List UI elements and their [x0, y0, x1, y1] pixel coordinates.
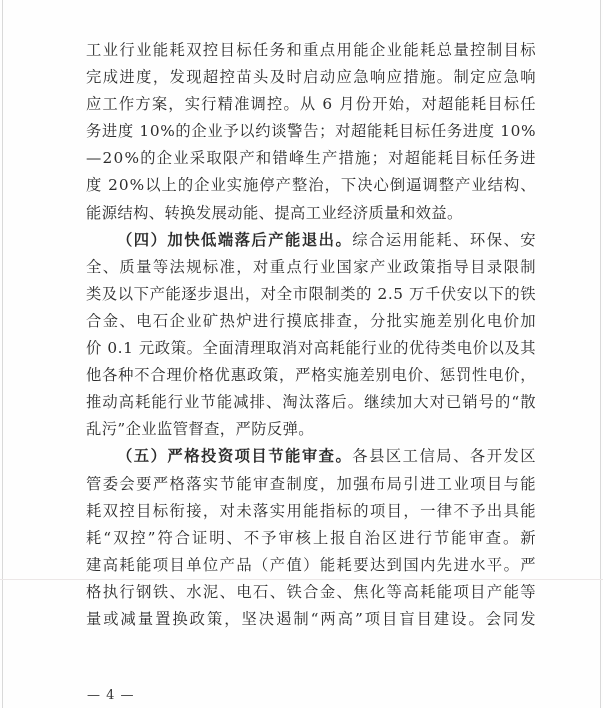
body-line — [86, 525, 536, 552]
page-number: — 4 — — [87, 688, 135, 703]
body-line — [86, 498, 536, 525]
line-text: 他各种不合理价格优惠政策，严格实施差别电价、惩罚性电价， — [86, 366, 537, 385]
line-text: 度 20%以上的企业实施停产整治，下决心倒逼调整产业结构、 — [86, 176, 537, 195]
body-line — [86, 471, 536, 498]
line-text: 建高耗能项目单位产品（产值）能耗要达到国内先进水平。严 — [86, 555, 537, 574]
line-text: 推动高耗能行业节能减排、淘汰落后。继续加大对已销号的“散 — [86, 393, 537, 412]
page-left-edge — [2, 0, 3, 708]
body-line — [86, 145, 536, 172]
body-line — [86, 579, 536, 606]
document-body — [86, 37, 536, 633]
line-text: 量或减量置换政策，坚决遏制“两高”项目盲目建设。会同发 — [86, 609, 538, 628]
line-text: 各县区工信局、各开发区 — [352, 447, 538, 466]
line-text: 格执行钢铁、水泥、电石、铁合金、焦化等高耗能项目产能等 — [86, 582, 537, 601]
section-four-first-line — [86, 227, 536, 254]
page-right-edge — [600, 0, 601, 708]
body-line — [86, 362, 536, 389]
section-heading: （四）加快低端落后产能退出。 — [117, 230, 353, 249]
body-line — [86, 606, 536, 633]
line-text: —20%的企业采取限产和错峰生产措施；对超能耗目标任务进 — [86, 149, 537, 168]
section-heading: （五）严格投资项目节能审查。 — [117, 447, 353, 466]
body-line — [86, 308, 536, 335]
line-text: 管委会要严格落实节能审查制度，加强布局引进工业项目与能 — [86, 474, 537, 493]
line-text: 乱污”企业监管督查，严防反弹。 — [86, 420, 314, 439]
body-line — [86, 91, 536, 118]
body-line — [86, 118, 536, 145]
body-line — [86, 37, 536, 64]
line-text: 耗双控目标衔接，对未落实用能指标的项目，一律不予出具能 — [86, 501, 537, 520]
line-text: 合金、电石企业矿热炉进行摸底排查，分批实施差别化电价加 — [86, 311, 537, 330]
body-line — [86, 552, 536, 579]
body-line — [86, 335, 536, 362]
body-line — [86, 172, 536, 199]
line-text: 价 0.1 元政策。全面清理取消对高耗能行业的优待类电价以及其 — [86, 339, 537, 358]
line-text: 耗“双控”符合证明、不予审核上报自治区进行节能审查。新 — [86, 528, 538, 547]
line-text: 应工作方案，实行精准调控。从 6 月份开始，对超能耗目标任 — [86, 95, 537, 114]
body-line — [86, 254, 536, 281]
body-line — [86, 200, 536, 227]
body-line — [86, 281, 536, 308]
section-five-first-line — [86, 443, 536, 470]
line-text: 完成进度，发现超控苗头及时启动应急响应措施。制定应急响 — [86, 68, 537, 87]
body-line — [86, 64, 536, 91]
line-text: 务进度 10%的企业予以约谈警告；对超能耗目标任务进度 10% — [86, 122, 537, 141]
body-line — [86, 416, 536, 443]
line-text: 类及以下产能逐步退出，对全市限制类的 2.5 万千伏安以下的铁 — [86, 284, 537, 303]
line-text: 工业行业能耗双控目标任务和重点用能企业能耗总量控制目标 — [86, 41, 537, 59]
line-text: 全、质量等法规标准，对重点行业国家产业政策指导目录限制 — [86, 257, 537, 276]
line-text: 综合运用能耗、环保、安 — [352, 230, 538, 249]
body-line — [86, 389, 536, 416]
line-text: 能源结构、转换发展动能、提高工业经济质量和效益。 — [86, 203, 463, 222]
